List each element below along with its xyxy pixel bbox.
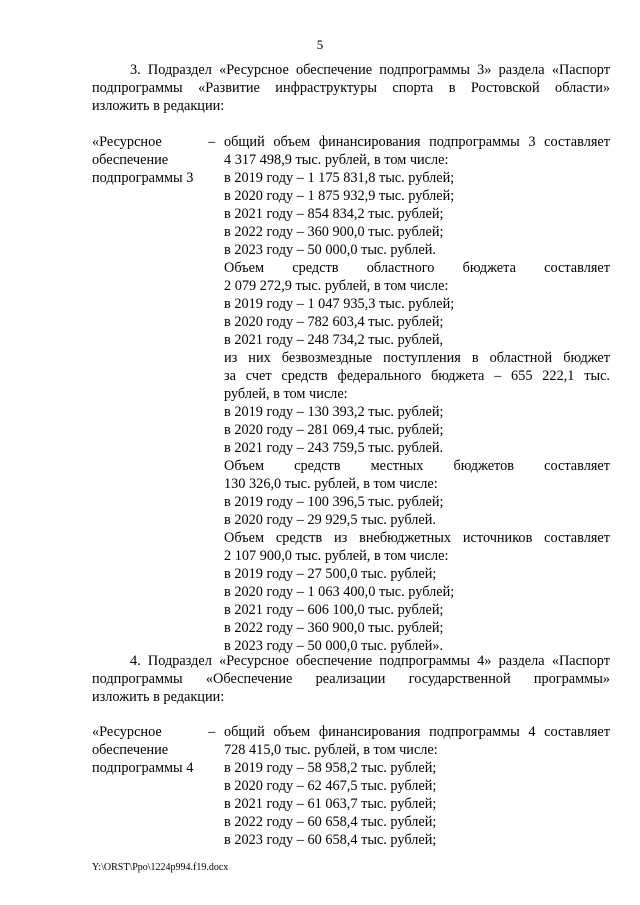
content-line: в 2023 году – 50 000,0 тыс. рублей». — [224, 638, 444, 654]
label-line: обеспечение — [92, 152, 169, 168]
section3-heading-line: подпрограммы «Развитие инфраструктуры спорта в Ростовской области» — [92, 80, 610, 96]
content-line: в 2020 году – 281 069,4 тыс. рублей; — [224, 422, 444, 438]
content-line: в 2019 году – 130 393,2 тыс. рублей; — [224, 404, 444, 420]
content-line: в 2022 году – 360 900,0 тыс. рублей; — [224, 620, 444, 636]
content-line: за счет средств федерального бюджета – 655 222,1 тыс. — [224, 368, 610, 384]
content-line: в 2021 году – 61 063,7 тыс. рублей; — [224, 796, 437, 812]
section4-heading-line: подпрограммы «Обеспечение реализации государственной программы» — [92, 671, 610, 687]
label-line: «Ресурсное — [92, 724, 162, 740]
content-line: в 2022 году – 360 900,0 тыс. рублей; — [224, 224, 444, 240]
content-line: общий объем финансирования подпрограммы 3 составляет — [224, 134, 610, 150]
footer-file-path: Y:\ORST\Ppo\1224p994.f19.docx — [92, 862, 229, 873]
label-line: подпрограммы 4 — [92, 760, 194, 776]
section4-content — [224, 723, 610, 849]
content-line: 2 107 900,0 тыс. рублей, в том числе: — [224, 548, 449, 564]
content-line: в 2020 году – 1 063 400,0 тыс. рублей; — [224, 584, 455, 600]
section3-heading — [92, 61, 610, 115]
content-line: 2 079 272,9 тыс. рублей, в том числе: — [224, 278, 449, 294]
content-line: 130 326,0 тыс. рублей, в том числе: — [224, 476, 438, 492]
content-line: в 2023 году – 50 000,0 тыс. рублей. — [224, 242, 436, 258]
section3-heading-line: 3. Подраздел «Ресурсное обеспечение подпрограммы 3» раздела «Паспорт — [130, 62, 610, 78]
content-line: рублей, в том числе: — [224, 386, 348, 402]
section3-dash: – — [208, 134, 216, 150]
content-line: в 2023 году – 60 658,4 тыс. рублей; — [224, 832, 437, 848]
section4-label — [92, 723, 212, 777]
content-line: в 2020 году – 62 467,5 тыс. рублей; — [224, 778, 437, 794]
content-line: в 2021 году – 606 100,0 тыс. рублей; — [224, 602, 444, 618]
content-line: из них безвозмездные поступления в областной бюджет — [224, 350, 610, 366]
section3-heading-line: изложить в редакции: — [92, 98, 225, 114]
content-line: в 2021 году – 854 834,2 тыс. рублей; — [224, 206, 444, 222]
label-line: «Ресурсное — [92, 134, 162, 150]
content-line: общий объем финансирования подпрограммы 4 составляет — [224, 724, 610, 740]
content-line: в 2019 году – 58 958,2 тыс. рублей; — [224, 760, 437, 776]
content-line: Объем средств местных бюджетов составляет — [224, 458, 610, 474]
content-line: в 2019 году – 1 175 831,8 тыс. рублей; — [224, 170, 455, 186]
content-line: в 2019 году – 100 396,5 тыс. рублей; — [224, 494, 444, 510]
content-line: в 2020 году – 782 603,4 тыс. рублей; — [224, 314, 444, 330]
content-line: в 2019 году – 1 047 935,3 тыс. рублей; — [224, 296, 455, 312]
content-line: Объем средств областного бюджета составляет — [224, 260, 610, 276]
content-line: в 2020 году – 29 929,5 тыс. рублей. — [224, 512, 436, 528]
content-line: в 2019 году – 27 500,0 тыс. рублей; — [224, 566, 437, 582]
content-line: 4 317 498,9 тыс. рублей, в том числе: — [224, 152, 449, 168]
section3-content — [224, 133, 610, 655]
content-line: в 2022 году – 60 658,4 тыс. рублей; — [224, 814, 437, 830]
content-line: в 2021 году – 248 734,2 тыс. рублей, — [224, 332, 444, 348]
content-line: в 2021 году – 243 759,5 тыс. рублей. — [224, 440, 444, 456]
section4-heading-line: 4. Подраздел «Ресурсное обеспечение подпрограммы 4» раздела «Паспорт — [130, 653, 610, 669]
content-line: Объем средств из внебюджетных источников составляет — [224, 530, 610, 546]
section4-dash: – — [208, 724, 216, 740]
section4-heading-line: изложить в редакции: — [92, 689, 225, 705]
label-line: обеспечение — [92, 742, 169, 758]
page-number: 5 — [316, 37, 324, 52]
section4-heading — [92, 652, 610, 706]
section3-label — [92, 133, 212, 187]
content-line: в 2020 году – 1 875 932,9 тыс. рублей; — [224, 188, 455, 204]
label-line: подпрограммы 3 — [92, 170, 194, 186]
content-line: 728 415,0 тыс. рублей, в том числе: — [224, 742, 438, 758]
